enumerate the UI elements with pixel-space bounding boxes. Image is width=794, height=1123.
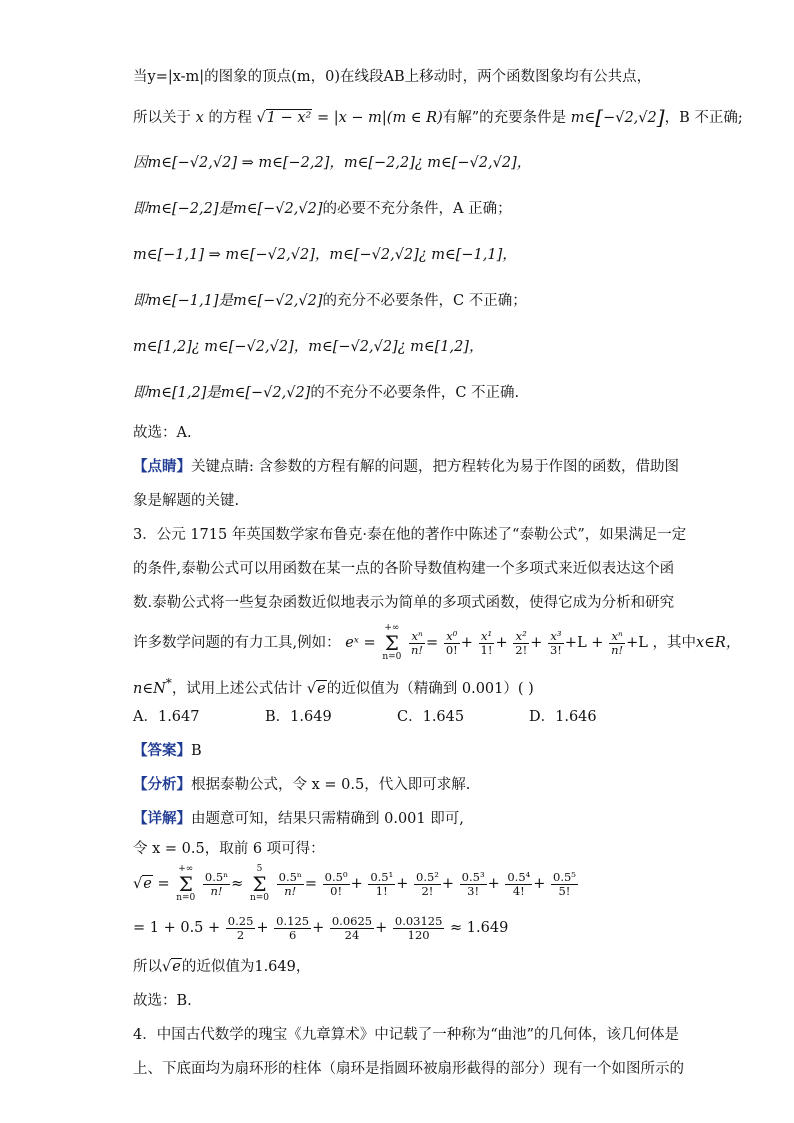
text-line: 所以√e的近似值为1.649， xyxy=(133,959,311,975)
text-line: 令 x = 0.5，取前 6 项可得： xyxy=(133,841,325,857)
formula-line: = 1 + 0.5 + $\frac{0.25}{2}$ + $\frac{0.125}{6}$ + $\frac{0.0625}{24}$ + $\frac{0.03125}{120}$ ≈ 1.649 xyxy=(133,913,509,942)
question-3-line: 3．公元 1715 年英国数学家布鲁克·泰在他的著作中陈述了“泰勒公式”，如果满足一定 xyxy=(133,527,687,543)
analysis-line: 【分析】根据泰勒公式，令 x = 0.5，代入即可求解. xyxy=(133,776,471,793)
text-line: 即m∈[−1,1]是m∈[−√2,√2]的充分不必要条件，C 不正确； xyxy=(133,293,527,309)
text-line: m∈[1,2]¿ m∈[−√2,√2]，m∈[−√2,√2]¿ m∈[1,2]， xyxy=(133,339,484,355)
question-4-line: 4．中国古代数学的瑰宝《九章算术》中记载了一种称为“曲池”的几何体，该几何体是 xyxy=(133,1027,680,1043)
choice-list xyxy=(133,700,661,734)
text-line: 即m∈[−2,2]是m∈[−√2,√2]的必要不充分条件，A 正确； xyxy=(133,201,512,217)
formula-line: √e = +∞ Σ n=0 $\frac{\text{0.5ⁿ}}{n!}$ ≈ 5 Σ n=0 $\frac{\text{0.5ⁿ}}{n!}$ = $\frac{\text{0.5⁰}}{0!}$ + $\frac{\text{0.5¹}}{1!}$ + $\frac{\text{0.5²}}{2!}$ + $\frac{\text{0.5³}}{3!}$ + $\frac{\text{0.5⁴}}{4!}$ + $\frac{\text{0.5⁵}}{5!}$ xyxy=(133,864,576,903)
text-line: 当y=|x-m|的图象的顶点(m，0)在线段AB上移动时，两个函数图象均有公共点， xyxy=(133,69,652,85)
choice-a[interactable]: A．1.647 xyxy=(133,709,200,725)
text-line: 即m∈[1,2]是m∈[−√2,√2]的不充分不必要条件，C 不正确. xyxy=(133,385,520,401)
sum-symbol: +∞ Σ n=0 xyxy=(382,623,402,662)
text-line: m∈[−1,1] ⇒ m∈[−√2,√2]，m∈[−√2,√2]¿ m∈[−1,1]， xyxy=(133,247,517,263)
text-line: 故选：A. xyxy=(133,425,192,441)
choice-b[interactable]: B．1.649 xyxy=(265,709,332,725)
section-tag: 【分析】 xyxy=(133,776,191,793)
text-line: 所以关于 x 的方程 √1 − x² = |x − m|(m ∈ R)有解”的充要条件是 m∈[−√2,√2]，B 不正确; xyxy=(133,105,743,129)
choice-c[interactable]: C．1.645 xyxy=(397,709,465,725)
detail-line: 【详解】由题意可知，结果只需精确到 0.001 即可, xyxy=(133,810,464,827)
document-content xyxy=(133,60,743,1086)
section-tag: 【点睛】 xyxy=(133,458,191,475)
question-3-line: n∈N*，试用上述公式估计 √e的近似值为（精确到 0.001）( ) xyxy=(133,676,534,697)
text-line: 象是解题的关键. xyxy=(133,493,240,509)
choice-d[interactable]: D．1.646 xyxy=(529,709,597,725)
section-tag: 【答案】 xyxy=(133,742,191,759)
text-line: 故选：B. xyxy=(133,993,192,1009)
question-3-line: 的条件,泰勒公式可以用函数在某一点的各阶导数值构建一个多项式来近似表达这个函 xyxy=(133,561,675,577)
dianjing-line: 【点睛】关键点睛: 含参数的方程有解的问题，把方程转化为易于作图的函数，借助图 xyxy=(133,458,679,475)
question-3-formula-line: 许多数学问题的有力工具,例如： eˣ = +∞ Σ n=0 $\frac{\text{xⁿ}}{n!}$ = $\frac{\text{x⁰}}{0!}$ + $\frac{\text{x¹}}{1!}$ + $\frac{\text{x²}}{2!}$ + $\frac{\text{x³}}{3!}$ +L + $\frac{\text{xⁿ}}{n!}$ +L ，其中x∈R， xyxy=(133,623,741,662)
text-line: 因m∈[−√2,√2] ⇒ m∈[−2,2]，m∈[−2,2]¿ m∈[−√2,√2]， xyxy=(133,155,532,171)
question-4-line: 上、下底面均为扇环形的柱体（扇环是指圆环被扇形截得的部分）现有一个如图所示的 xyxy=(133,1061,684,1077)
answer-line: 【答案】B xyxy=(133,742,202,759)
question-3-line: 数.泰勒公式将一些复杂函数近似地表示为简单的多项式函数，使得它成为分析和研究 xyxy=(133,595,675,611)
section-tag: 【详解】 xyxy=(133,810,191,827)
